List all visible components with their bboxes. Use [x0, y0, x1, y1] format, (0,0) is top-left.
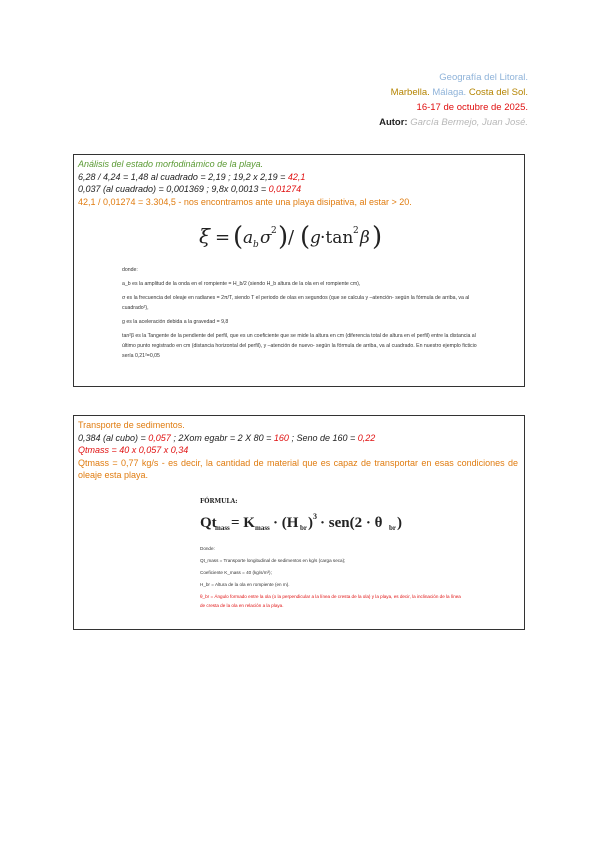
- definition-item: Donde:: [200, 545, 215, 551]
- definition-item: θ_br = Ángulo formado entre la ola (o la perpendicular a la línea de cresta de la ola) y la playa, es decir, la inclinación de la línea de cresta de la ola en relación a la playa.: [200, 593, 461, 608]
- document-header: [379, 70, 528, 130]
- svg-text:· sen(2 · θ: · sen(2 · θ: [320, 514, 383, 531]
- formula-title: FÓRMULA:: [200, 497, 238, 505]
- box2-calc-1-b: 0,057: [148, 432, 171, 443]
- box1-calc-2-result: 0,01274: [268, 184, 302, 194]
- svg-text:/: /: [288, 227, 295, 248]
- definition-item: σ es la frecuencia del oleaje en radianes = 2π/T, siendo T el periodo de olas en segundos (que se calcula y –atención- según la fórmula de arriba, va al cuadrado²),: [122, 295, 470, 311]
- svg-text:ξ: ξ: [199, 224, 211, 248]
- transport-formula-svg: [200, 511, 420, 533]
- svg-text:a: a: [243, 228, 254, 248]
- svg-text:=: =: [215, 227, 231, 248]
- box2-title: Transporte de sedimentos.: [78, 420, 185, 430]
- course-title: [379, 70, 528, 85]
- definition-item: tan²β es la Tangente de la pendiente del perfil, que es un coeficiente que se mide la altura en cm (diferencia total de altura en el perfil) entre la distancia al último punto registrado en cm (distancia horizontal del perfil), y –atención de nuevo- según la fórmula de arriba, va al cuadrado. En nuestro ejemplo ficticio sería 0,21²=0,05: [122, 333, 477, 359]
- box1-calc-line-2: [78, 183, 524, 196]
- svg-text:·tan: ·tan: [320, 228, 354, 248]
- definition-item: Qt_mass = Transporte longitudinal de sedimentos en kg/s (carga seca);: [200, 557, 346, 563]
- iribarren-formula: [74, 218, 524, 259]
- box1-calc-1-text: 6,28 / 4,24 = 1,48 al cuadrado = 2,19 ; 19,2 x 2,19 =: [78, 171, 288, 182]
- box1-title: Análisis del estado morfodinámico de la playa.: [78, 159, 264, 169]
- transport-formula: [200, 511, 524, 538]
- svg-text:· (H: · (H: [273, 514, 299, 531]
- box1-calc-line-1: [78, 171, 524, 184]
- box1-definitions: [122, 265, 484, 361]
- svg-text:(: (: [300, 222, 311, 252]
- box2-calc-1-e: ; Seno de 160 =: [288, 432, 358, 443]
- box2-calc-line-2: Qtmass = 40 x 0,057 x 0,34: [78, 445, 189, 455]
- location-city: Marbella.: [390, 87, 430, 98]
- svg-text:): ): [397, 514, 402, 531]
- definition-item: donde:: [122, 267, 138, 273]
- svg-text:): ): [372, 222, 383, 252]
- svg-text:2: 2: [271, 226, 277, 236]
- course-title-text: Geografía del Litoral.: [439, 72, 528, 83]
- sediment-transport-box: [73, 415, 525, 630]
- definition-item: g es la aceleración debida a la gravedad = 9,8: [122, 319, 229, 325]
- box2-calc-line-1: [78, 432, 524, 445]
- svg-text:): ): [278, 222, 289, 252]
- definition-item: Coeficiente K_mass = 40 (kg/s/m³);: [200, 569, 272, 575]
- svg-text:g: g: [310, 228, 321, 248]
- date-line: [379, 100, 528, 115]
- box1-calc-1-result: 42,1: [287, 171, 306, 182]
- box1-calc-2-text: 0,037 (al cuadrado) = 0,001369 ; 9,8x 0,0013 =: [78, 184, 269, 194]
- morphodynamic-analysis-box: [73, 154, 525, 387]
- svg-text:br: br: [389, 523, 396, 532]
- svg-text:mass: mass: [255, 523, 270, 532]
- author-line: [379, 115, 528, 130]
- svg-text:mass: mass: [215, 523, 230, 532]
- location-region: Costa del Sol.: [468, 87, 528, 98]
- date-text: 16-17 de octubre de 2025.: [416, 102, 528, 113]
- box1-conclusion: 42,1 / 0,01274 = 3.304,5 - nos encontramos ante una playa disipativa, al estar > 20.: [78, 196, 412, 207]
- svg-text:b: b: [253, 240, 259, 250]
- svg-text:2: 2: [353, 226, 359, 236]
- box2-calc-1-a: 0,384 (al cubo) =: [78, 432, 149, 443]
- svg-text:3: 3: [313, 511, 317, 521]
- svg-text:σ: σ: [260, 228, 272, 248]
- svg-text:Qt: Qt: [200, 514, 217, 531]
- iribarren-formula-svg: [199, 218, 399, 254]
- box2-conclusion: Qtmass = 0,77 kg/s - es decir, la cantidad de material que es capaz de transportar en esas condiciones de oleaje esta playa.: [78, 457, 518, 480]
- box2-calc-1-f: 0,22: [357, 432, 376, 443]
- author-label: Autor:: [379, 117, 408, 128]
- svg-text:br: br: [300, 523, 307, 532]
- definition-item: H_br = Altura de la ola en rompiente (en m).: [200, 581, 290, 587]
- box2-calc-1-d: 160: [273, 432, 289, 443]
- svg-text:= K: = K: [231, 514, 255, 531]
- definition-item: a_b es la amplitud de la onda en el rompiente = H_b/2 (siendo H_b altura de la ola en el rompiente cm),: [122, 281, 361, 287]
- box2-calc-1-c: ; 2Xom egabr = 2 X 80 =: [170, 432, 274, 443]
- location-province: Málaga.: [432, 87, 467, 98]
- svg-text:β: β: [360, 228, 370, 248]
- author-name: García Bermejo, Juan José.: [410, 117, 528, 128]
- location-line: [379, 85, 528, 100]
- svg-text:): ): [308, 514, 313, 531]
- box2-definitions: [200, 544, 464, 610]
- svg-text:(: (: [233, 222, 244, 252]
